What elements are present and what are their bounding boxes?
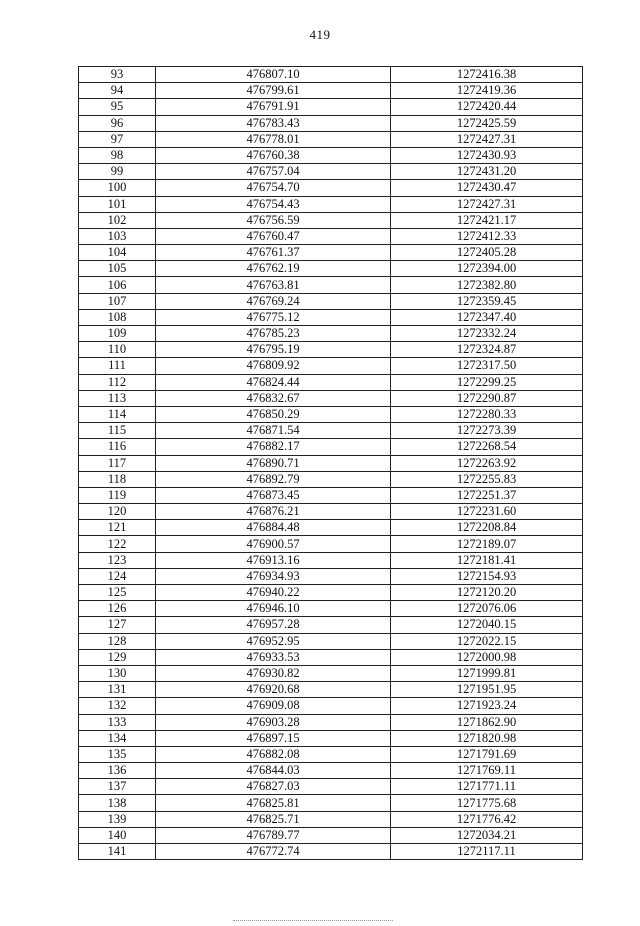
point-number-cell: 129 [79, 649, 156, 665]
point-number-cell: 114 [79, 406, 156, 422]
y-coordinate-cell: 1272405.28 [391, 245, 583, 261]
point-number-cell: 113 [79, 390, 156, 406]
y-coordinate-cell: 1272268.54 [391, 439, 583, 455]
table-row [79, 504, 583, 520]
y-coordinate-cell: 1272430.93 [391, 147, 583, 163]
x-coordinate-cell: 476946.10 [156, 601, 391, 617]
point-number-cell: 124 [79, 568, 156, 584]
x-coordinate-cell: 476778.01 [156, 131, 391, 147]
x-coordinate-cell: 476873.45 [156, 487, 391, 503]
table-row [79, 326, 583, 342]
y-coordinate-cell: 1271776.42 [391, 811, 583, 827]
y-coordinate-cell: 1272280.33 [391, 406, 583, 422]
table-row [79, 99, 583, 115]
point-number-cell: 117 [79, 455, 156, 471]
point-number-cell: 119 [79, 487, 156, 503]
y-coordinate-cell: 1272181.41 [391, 552, 583, 568]
point-number-cell: 120 [79, 504, 156, 520]
table-row [79, 277, 583, 293]
x-coordinate-cell: 476952.95 [156, 633, 391, 649]
y-coordinate-cell: 1272425.59 [391, 115, 583, 131]
point-number-cell: 115 [79, 423, 156, 439]
point-number-cell: 110 [79, 342, 156, 358]
x-coordinate-cell: 476897.15 [156, 730, 391, 746]
y-coordinate-cell: 1272299.25 [391, 374, 583, 390]
y-coordinate-cell: 1271923.24 [391, 698, 583, 714]
table-row [79, 665, 583, 681]
y-coordinate-cell: 1272022.15 [391, 633, 583, 649]
table-row [79, 293, 583, 309]
y-coordinate-cell: 1272431.20 [391, 164, 583, 180]
table-row [79, 601, 583, 617]
point-number-cell: 133 [79, 714, 156, 730]
table-row [79, 406, 583, 422]
point-number-cell: 136 [79, 763, 156, 779]
y-coordinate-cell: 1271820.98 [391, 730, 583, 746]
x-coordinate-cell: 476761.37 [156, 245, 391, 261]
y-coordinate-cell: 1271999.81 [391, 665, 583, 681]
x-coordinate-cell: 476807.10 [156, 67, 391, 83]
y-coordinate-cell: 1272419.36 [391, 83, 583, 99]
y-coordinate-cell: 1272427.31 [391, 196, 583, 212]
x-coordinate-cell: 476763.81 [156, 277, 391, 293]
x-coordinate-cell: 476762.19 [156, 261, 391, 277]
x-coordinate-cell: 476900.57 [156, 536, 391, 552]
point-number-cell: 98 [79, 147, 156, 163]
table-row [79, 520, 583, 536]
table-row [79, 212, 583, 228]
table-row [79, 682, 583, 698]
y-coordinate-cell: 1272231.60 [391, 504, 583, 520]
x-coordinate-cell: 476760.38 [156, 147, 391, 163]
x-coordinate-cell: 476775.12 [156, 309, 391, 325]
point-number-cell: 111 [79, 358, 156, 374]
table-row [79, 811, 583, 827]
table-row [79, 795, 583, 811]
point-number-cell: 107 [79, 293, 156, 309]
point-number-cell: 135 [79, 746, 156, 762]
table-row [79, 67, 583, 83]
table-row [79, 180, 583, 196]
page-number: 419 [309, 27, 331, 42]
x-coordinate-cell: 476871.54 [156, 423, 391, 439]
table-row [79, 374, 583, 390]
y-coordinate-cell: 1272430.47 [391, 180, 583, 196]
y-coordinate-cell: 1271951.95 [391, 682, 583, 698]
point-number-cell: 118 [79, 471, 156, 487]
x-coordinate-cell: 476850.29 [156, 406, 391, 422]
point-number-cell: 108 [79, 309, 156, 325]
point-number-cell: 141 [79, 844, 156, 860]
point-number-cell: 102 [79, 212, 156, 228]
point-number-cell: 121 [79, 520, 156, 536]
table-row [79, 196, 583, 212]
x-coordinate-cell: 476930.82 [156, 665, 391, 681]
point-number-cell: 130 [79, 665, 156, 681]
table-row [79, 844, 583, 860]
x-coordinate-cell: 476934.93 [156, 568, 391, 584]
x-coordinate-cell: 476957.28 [156, 617, 391, 633]
table-row [79, 617, 583, 633]
point-number-cell: 112 [79, 374, 156, 390]
y-coordinate-cell: 1272076.06 [391, 601, 583, 617]
table-row [79, 552, 583, 568]
point-number-cell: 132 [79, 698, 156, 714]
x-coordinate-cell: 476789.77 [156, 827, 391, 843]
x-coordinate-cell: 476882.08 [156, 746, 391, 762]
point-number-cell: 94 [79, 83, 156, 99]
point-number-cell: 126 [79, 601, 156, 617]
point-number-cell: 125 [79, 585, 156, 601]
y-coordinate-cell: 1272117.11 [391, 844, 583, 860]
table-row [79, 423, 583, 439]
point-number-cell: 127 [79, 617, 156, 633]
table-row [79, 455, 583, 471]
y-coordinate-cell: 1272394.00 [391, 261, 583, 277]
table-row [79, 390, 583, 406]
table-row [79, 358, 583, 374]
y-coordinate-cell: 1272412.33 [391, 228, 583, 244]
x-coordinate-cell: 476913.16 [156, 552, 391, 568]
x-coordinate-cell: 476760.47 [156, 228, 391, 244]
table-row [79, 261, 583, 277]
y-coordinate-cell: 1272324.87 [391, 342, 583, 358]
point-number-cell: 105 [79, 261, 156, 277]
point-number-cell: 109 [79, 326, 156, 342]
point-number-cell: 123 [79, 552, 156, 568]
y-coordinate-cell: 1272189.07 [391, 536, 583, 552]
y-coordinate-cell: 1272382.80 [391, 277, 583, 293]
table-row [79, 714, 583, 730]
table-row [79, 487, 583, 503]
y-coordinate-cell: 1272208.84 [391, 520, 583, 536]
point-number-cell: 99 [79, 164, 156, 180]
y-coordinate-cell: 1272332.24 [391, 326, 583, 342]
point-number-cell: 139 [79, 811, 156, 827]
x-coordinate-cell: 476825.81 [156, 795, 391, 811]
point-number-cell: 93 [79, 67, 156, 83]
point-number-cell: 104 [79, 245, 156, 261]
coordinates-table [78, 66, 583, 860]
y-coordinate-cell: 1272034.21 [391, 827, 583, 843]
table-row [79, 228, 583, 244]
point-number-cell: 96 [79, 115, 156, 131]
table-row [79, 585, 583, 601]
table-row [79, 568, 583, 584]
x-coordinate-cell: 476824.44 [156, 374, 391, 390]
x-coordinate-cell: 476799.61 [156, 83, 391, 99]
x-coordinate-cell: 476876.21 [156, 504, 391, 520]
x-coordinate-cell: 476754.70 [156, 180, 391, 196]
coordinates-table-body [79, 67, 583, 860]
y-coordinate-cell: 1271769.11 [391, 763, 583, 779]
x-coordinate-cell: 476940.22 [156, 585, 391, 601]
table-row [79, 649, 583, 665]
table-row [79, 115, 583, 131]
y-coordinate-cell: 1272255.83 [391, 471, 583, 487]
x-coordinate-cell: 476884.48 [156, 520, 391, 536]
y-coordinate-cell: 1272421.17 [391, 212, 583, 228]
x-coordinate-cell: 476809.92 [156, 358, 391, 374]
x-coordinate-cell: 476754.43 [156, 196, 391, 212]
y-coordinate-cell: 1272251.37 [391, 487, 583, 503]
x-coordinate-cell: 476890.71 [156, 455, 391, 471]
x-coordinate-cell: 476772.74 [156, 844, 391, 860]
y-coordinate-cell: 1272416.38 [391, 67, 583, 83]
x-coordinate-cell: 476783.43 [156, 115, 391, 131]
point-number-cell: 122 [79, 536, 156, 552]
point-number-cell: 100 [79, 180, 156, 196]
y-coordinate-cell: 1271791.69 [391, 746, 583, 762]
y-coordinate-cell: 1272427.31 [391, 131, 583, 147]
table-row [79, 779, 583, 795]
x-coordinate-cell: 476827.03 [156, 779, 391, 795]
x-coordinate-cell: 476882.17 [156, 439, 391, 455]
table-row [79, 763, 583, 779]
y-coordinate-cell: 1272040.15 [391, 617, 583, 633]
bottom-divider [233, 920, 393, 921]
x-coordinate-cell: 476832.67 [156, 390, 391, 406]
x-coordinate-cell: 476933.53 [156, 649, 391, 665]
y-coordinate-cell: 1272420.44 [391, 99, 583, 115]
x-coordinate-cell: 476920.68 [156, 682, 391, 698]
table-row [79, 131, 583, 147]
point-number-cell: 137 [79, 779, 156, 795]
table-row [79, 147, 583, 163]
table-row [79, 164, 583, 180]
table-row [79, 746, 583, 762]
x-coordinate-cell: 476892.79 [156, 471, 391, 487]
x-coordinate-cell: 476825.71 [156, 811, 391, 827]
point-number-cell: 116 [79, 439, 156, 455]
y-coordinate-cell: 1272273.39 [391, 423, 583, 439]
point-number-cell: 103 [79, 228, 156, 244]
point-number-cell: 128 [79, 633, 156, 649]
x-coordinate-cell: 476769.24 [156, 293, 391, 309]
table-row [79, 342, 583, 358]
point-number-cell: 95 [79, 99, 156, 115]
table-row [79, 83, 583, 99]
y-coordinate-cell: 1271771.11 [391, 779, 583, 795]
y-coordinate-cell: 1272154.93 [391, 568, 583, 584]
y-coordinate-cell: 1272359.45 [391, 293, 583, 309]
table-row [79, 245, 583, 261]
point-number-cell: 134 [79, 730, 156, 746]
point-number-cell: 106 [79, 277, 156, 293]
table-row [79, 698, 583, 714]
x-coordinate-cell: 476903.28 [156, 714, 391, 730]
x-coordinate-cell: 476785.23 [156, 326, 391, 342]
table-row [79, 633, 583, 649]
table-row [79, 827, 583, 843]
x-coordinate-cell: 476795.19 [156, 342, 391, 358]
table-row [79, 730, 583, 746]
point-number-cell: 140 [79, 827, 156, 843]
y-coordinate-cell: 1272120.20 [391, 585, 583, 601]
y-coordinate-cell: 1272347.40 [391, 309, 583, 325]
y-coordinate-cell: 1271775.68 [391, 795, 583, 811]
x-coordinate-cell: 476844.03 [156, 763, 391, 779]
x-coordinate-cell: 476756.59 [156, 212, 391, 228]
x-coordinate-cell: 476757.04 [156, 164, 391, 180]
y-coordinate-cell: 1272000.98 [391, 649, 583, 665]
x-coordinate-cell: 476791.91 [156, 99, 391, 115]
point-number-cell: 131 [79, 682, 156, 698]
y-coordinate-cell: 1271862.90 [391, 714, 583, 730]
table-row [79, 536, 583, 552]
table-row [79, 471, 583, 487]
point-number-cell: 101 [79, 196, 156, 212]
y-coordinate-cell: 1272263.92 [391, 455, 583, 471]
point-number-cell: 138 [79, 795, 156, 811]
table-row [79, 439, 583, 455]
point-number-cell: 97 [79, 131, 156, 147]
y-coordinate-cell: 1272290.87 [391, 390, 583, 406]
y-coordinate-cell: 1272317.50 [391, 358, 583, 374]
table-row [79, 309, 583, 325]
x-coordinate-cell: 476909.08 [156, 698, 391, 714]
